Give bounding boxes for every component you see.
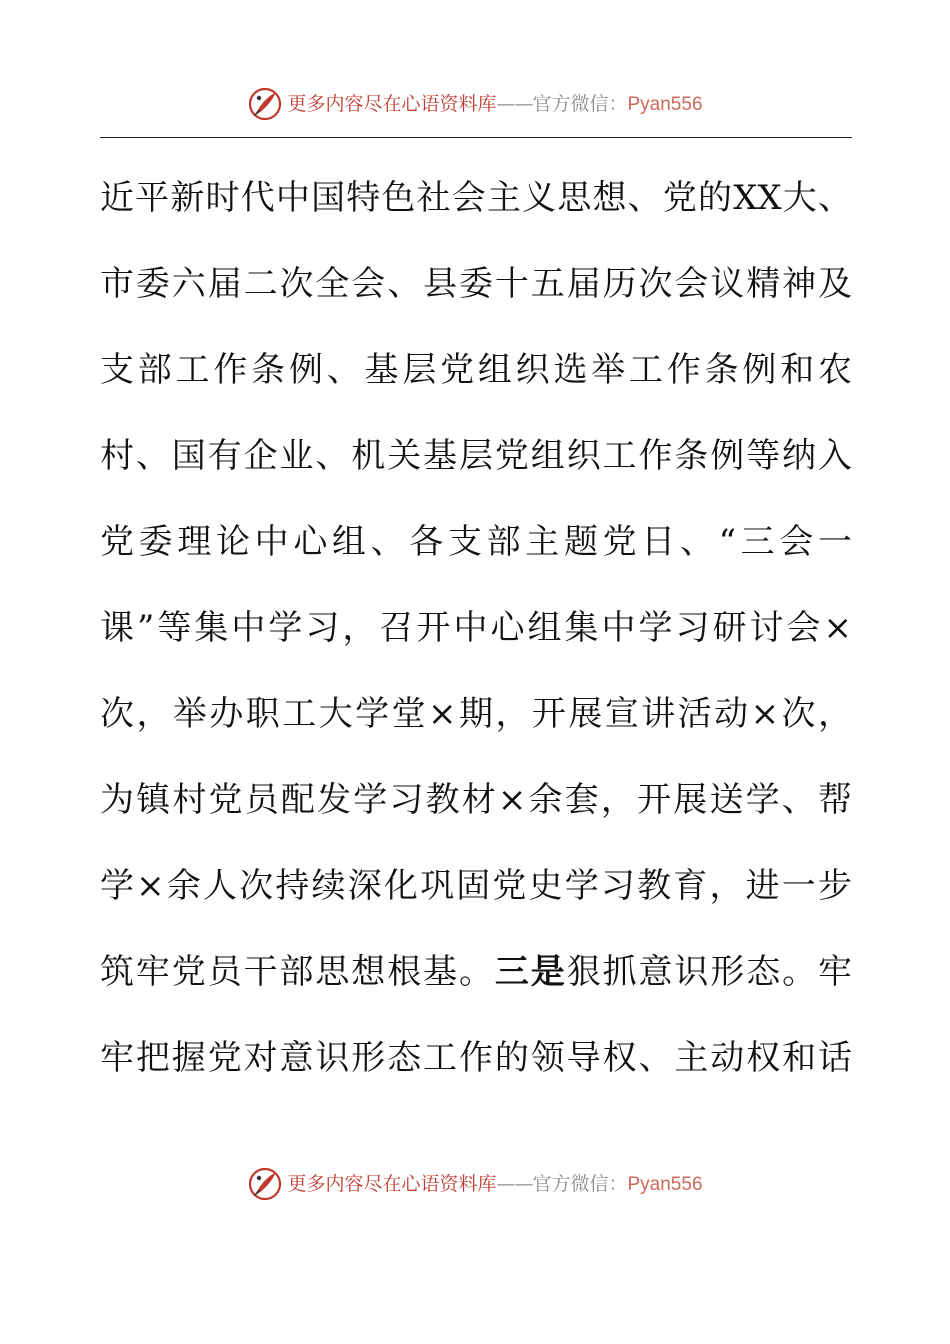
body-line: 党委理论中心组、各支部主题党日、“三会一	[100, 522, 852, 562]
footer-banner	[0, 1164, 950, 1204]
bold-lead-in: 三是	[494, 952, 567, 992]
header-banner	[0, 84, 950, 124]
body-line: 次，举办职工大学堂×期，开展宣讲活动×次，	[100, 694, 852, 734]
body-line: 为镇村党员配发学习教材×余套，开展送学、帮	[100, 780, 852, 820]
body-line: 市委六届二次全会、县委十五届历次会议精神及	[100, 264, 852, 304]
header-banner-text	[287, 84, 702, 125]
document-body	[100, 155, 852, 1101]
header-wechat-id: Pyan556	[627, 93, 703, 115]
body-line: 牢把握党对意识形态工作的领导权、主动权和话	[100, 1038, 852, 1078]
footer-banner-text	[287, 1164, 702, 1205]
quill-pen-logo-icon	[247, 86, 283, 122]
header-divider	[100, 137, 852, 138]
body-line: 学×余人次持续深化巩固党史学习教育，进一步	[100, 866, 852, 906]
footer-wechat-label: 官方微信：	[532, 1172, 628, 1195]
body-line: 课”等集中学习，召开中心组集中学习研讨会×	[100, 608, 852, 648]
header-wechat-label: 官方微信：	[532, 92, 628, 115]
body-line: 支部工作条例、基层党组织选举工作条例和农	[100, 350, 852, 390]
body-line-mixed	[100, 929, 852, 1015]
footer-brand: 更多内容尽在心语资料库	[287, 1172, 497, 1195]
footer-dash: ——	[496, 1172, 533, 1195]
body-line-part: 狠抓意识形态。牢	[566, 952, 853, 992]
body-line-part: 筑牢党员干部思想根基。	[100, 952, 495, 992]
body-line: 近平新时代中国特色社会主义思想、党的XX大、	[100, 178, 852, 218]
header-brand: 更多内容尽在心语资料库	[287, 92, 497, 115]
quill-pen-logo-icon	[247, 1166, 283, 1202]
header-dash: ——	[496, 92, 533, 115]
footer-wechat-id: Pyan556	[627, 1173, 703, 1195]
body-line: 村、国有企业、机关基层党组织工作条例等纳入	[100, 436, 852, 476]
